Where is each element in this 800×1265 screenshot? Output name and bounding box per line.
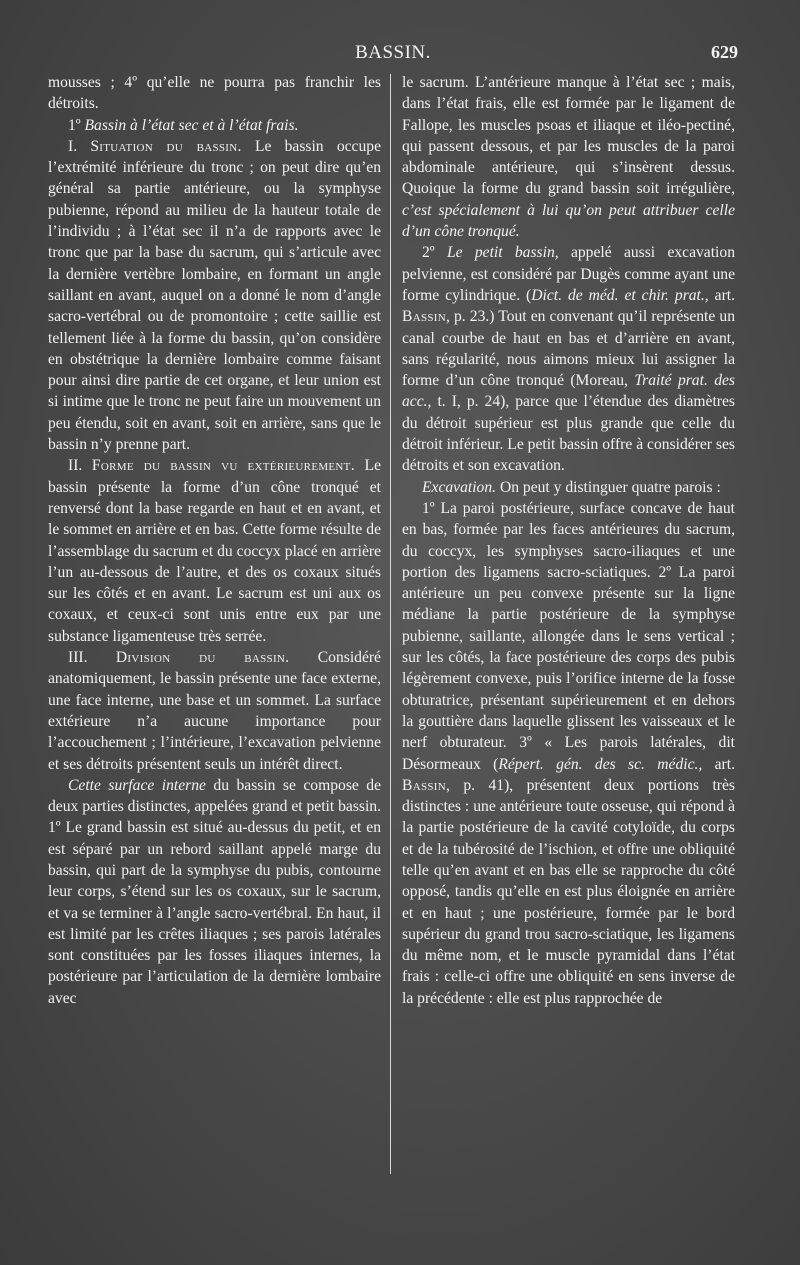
emphasis-text: Traité prat. des acc., — [402, 372, 735, 411]
body-text: art. — [702, 755, 735, 773]
emphasis-text: c’est spécialement à lui qu’on peut attribuer celle d’un cône tronqué. — [402, 201, 735, 241]
paragraph — [402, 72, 735, 242]
column-divider — [390, 74, 391, 1174]
body-text: III. — [68, 649, 116, 667]
body-text: art. — [708, 286, 736, 304]
right-column — [402, 72, 735, 1009]
emphasis-text: Répert. gén. des sc. médic., — [498, 755, 703, 773]
paragraph — [402, 477, 735, 498]
paragraph — [48, 72, 381, 115]
body-text: II. — [68, 457, 92, 475]
body-text: appelé aussi excavation pelvienne, est considéré par Dugès comme ayant une forme cylindrique. ( — [402, 244, 735, 304]
body-text: 1º La paroi postérieure, surface concave de haut en bas, formée par les faces antérieures du sacrum, du coccyx, les symphyses sacro-iliaques et une portion des ligamens sacro-sciatiques. 2º La paroi antérieure un peu convexe présente sur la ligne médiane la partie postérieure de la symphyse pubienne, saillante, allongée dans le sens vertical ; sur les côtés, la face postérieure des corps des pubis légèrement convexe, puis l’orifice interne de la fosse obturatrice, présentant supérieurement et en dehors la gouttière dans laquelle glissent les vaisseaux et le nerf obturateur. 3º « Les parois latérales, dit Désormeaux ( — [402, 499, 735, 773]
body-text: On peut y distinguer quatre parois : — [496, 478, 721, 496]
emphasis-text: Le petit bassin, — [446, 244, 559, 262]
body-text: 2º — [422, 244, 447, 262]
paragraph — [48, 115, 381, 136]
body-text: , p. 23.) Tout en convenant qu’il représente un canal courbe de haut en bas et d’arrière en avant, sans régularité, nous aimons mieux lui assigner la forme d’un cône tronqué (Moreau, — [402, 308, 735, 390]
body-text: Considéré anatomiquement, le bassin présente une face externe, une face interne, une base et un sommet. La surface extérieure n’a aucune importance pour l’accouchement ; l’intérieure, l’excavation pelvienne et ses détroits présentent seuls un intérêt direct. — [48, 649, 381, 773]
left-column — [48, 72, 381, 1009]
paragraph — [402, 498, 735, 1009]
emphasis-text: Excavation. — [422, 478, 497, 496]
section-heading: Situation du bassin. — [90, 137, 242, 155]
section-heading: Bassin — [402, 308, 446, 326]
section-heading: Bassin — [402, 776, 446, 794]
section-heading: Division du bassin. — [115, 649, 290, 667]
body-text: , p. 41), présentent deux portions très distinctes : une antérieure toute osseuse, qui répond à la partie postérieure de la cavité cotyloïde, du corps et de la tubérosité de l’ischion, et offre une obliquité telle qu’en avant et en bas elle se rapproche du côté opposé, tandis qu’elle en est plus éloignée en arrière et en haut ; une postérieure, formée par le bord supérieur du grand trou sacro-sciatique, les ligamens du même nom, et le muscle pyramidal dans l’état frais : celle-ci offre une obliquité en sens inverse de la précédente : elle est plus rapprochée de — [402, 776, 735, 1007]
page-number: 629 — [711, 42, 738, 62]
paragraph — [48, 136, 381, 455]
emphasis-text: Dict. de méd. et chir. prat., — [531, 286, 709, 304]
body-text: du bassin se compose de deux parties distinctes, appelées grand et petit bassin. 1º Le grand bassin est situé au-dessus du petit, et en est séparé par un rebord saillant appelé marge du bassin, qui part de la symphyse du pubis, contourne leur corps, s’étend sur les os coxaux, sur le sacrum, et va se terminer à l’angle sacro-vertébral. En haut, il est limité par les crêtes iliaques ; ses parois latérales sont constituées par les fosses iliaques internes, la postérieure par l’articulation de la dernière lombaire avec — [48, 776, 382, 1007]
body-text: le sacrum. L’antérieure manque à l’état sec ; mais, dans l’état frais, elle est formée par le ligament de Fallope, les muscles psoas et iliaque et iléo-pectiné, qui passent dessous, et par les muscles de la paroi abdominale antérieure, qui s’insèrent dessus. Quoique la forme du grand bassin soit irrégulière, — [402, 74, 735, 198]
running-title: BASSIN. — [355, 42, 431, 63]
paragraph — [402, 242, 735, 476]
body-text: 1º — [68, 116, 85, 134]
section-heading: Forme du bassin vu extérieurement. — [91, 457, 355, 475]
body-text: mousses ; 4º qu’elle ne pourra pas franchir les détroits. — [48, 74, 381, 113]
running-header — [48, 42, 738, 68]
body-text: I. — [68, 137, 91, 155]
body-text: Le bassin présente la forme d’un cône tronqué et renversé dont la base regarde en haut et en avant, et le sommet en arrière et en bas. Cette forme résulte de l’assemblage du sacrum et du coccyx placé en arrière l’un au-dessous de l’autre, et des os coxaux situés sur les côtés et en avant. Le sacrum est uni aux os coxaux, et ceux-ci sont unis entre eux par une substance ligamenteuse très serrée. — [48, 457, 381, 645]
paragraph — [48, 775, 381, 1009]
body-text: Le bassin occupe l’extrémité inférieure du tronc ; on peut dire qu’en général sa partie antérieure, ou la symphyse pubienne, répond au milieu de la hauteur totale de l’individu ; à l’état sec il n’a de rapports avec le tronc que par la base du sacrum, qui s’articule avec la dernière vertèbre lombaire, en formant un angle saillant en avant, auquel on a donné le nom d’angle sacro-vertébral ou de promontoire ; cette saillie est tellement liée à la forme du bassin, qu’on considère en obstétrique la dernière lombaire comme faisant pour ainsi dire partie de cet organe, et leur union est si intime que le tronc ne peut faire un mouvement un peu étendu, soit en avant, soit en arrière, sans que le bassin n’y prenne part. — [48, 137, 381, 454]
paragraph — [48, 455, 381, 647]
emphasis-text: Cette surface interne — [68, 776, 206, 794]
paragraph — [48, 647, 381, 775]
body-text: t. I, p. 24), parce que l’étendue des diamètres du détroit supérieur est plus grande que celle du détroit inférieur. Le petit bassin offre à considérer ses détroits et son excavation. — [402, 393, 735, 475]
emphasis-text: Bassin à l’état sec et à l’état frais. — [84, 116, 299, 134]
